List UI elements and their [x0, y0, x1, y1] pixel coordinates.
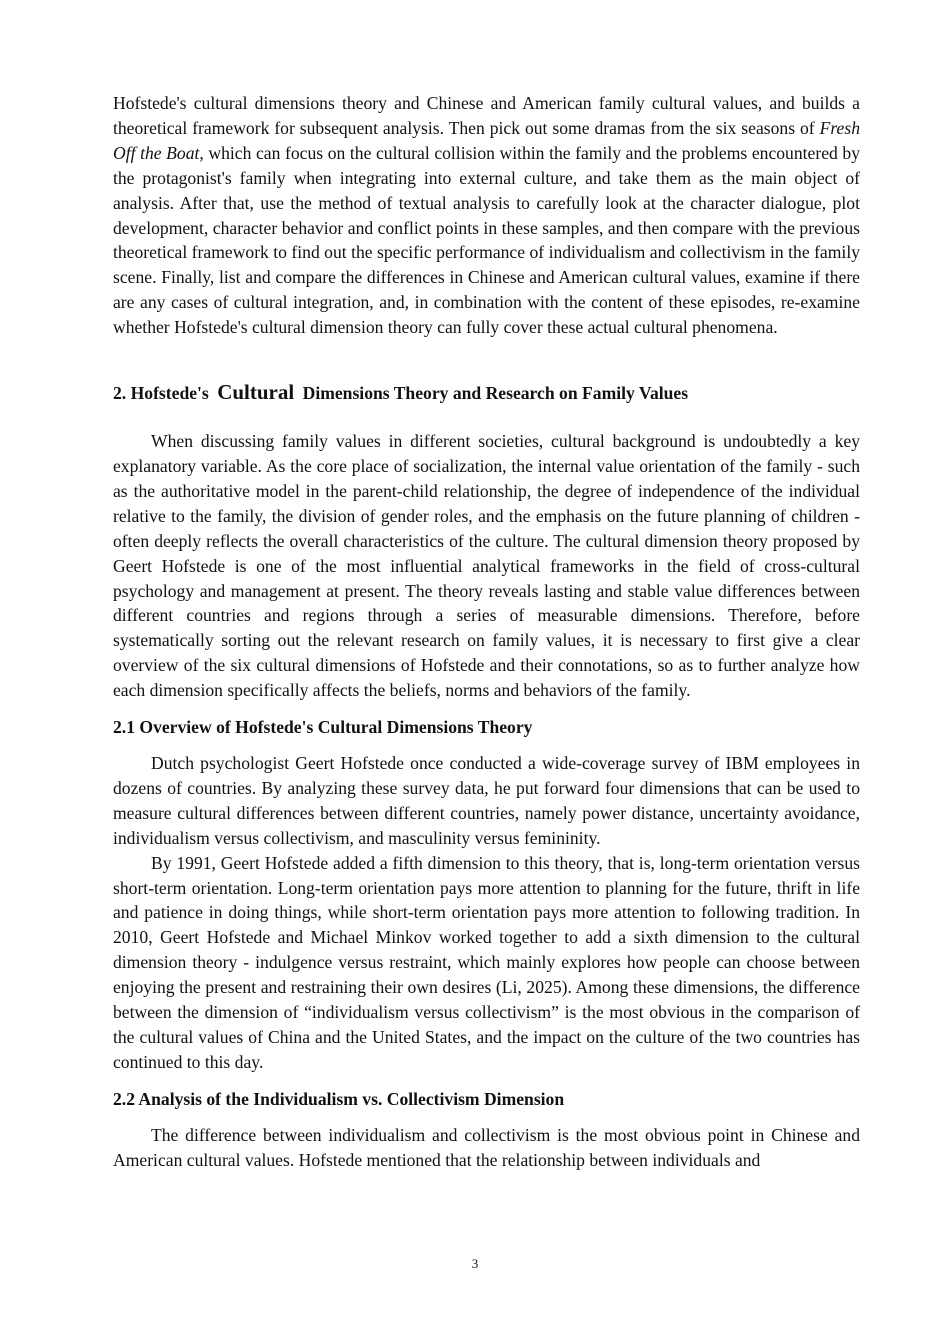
intro-text-end: , which can focus on the cultural collision within the family and the problems encountered by the protagonist's family when integrating into external culture, and take them as the main object of analysis. After that, use the method of textual analysis to carefully look at the character dialogue, plot development, character behavior and conflict points in these samples, and then compare with the previous theoretical framework to find out the specific performance of individualism and collectivism in the family scene. Finally, list and compare the differences in Chinese and American cultural values, examine if there are any cases of cultural integration, and, in combination with the content of these episodes, re-examine whether Hofstede's cultural dimension theory can fully cover these actual cultural phenomena. — [113, 142, 860, 338]
section-2-1-paragraph-1: Dutch psychologist Geert Hofstede once conducted a wide-coverage survey of IBM employees in dozens of countries. By analyzing these survey data, he put forward four dimensions that can be used to measure cultural differences between different countries, namely power distance, uncertainty avoidance, individualism versus collectivism, and masculinity versus femininity. — [113, 753, 860, 848]
page-number: 3 — [471, 1256, 479, 1271]
section-2-2-heading: 2.2 Analysis of the Individualism vs. Collectivism Dimension — [113, 1088, 565, 1109]
show-title: Fresh Off the Boat — [113, 117, 860, 163]
section-2-heading-big-word: Cultural — [217, 380, 295, 405]
page-body — [113, 91, 860, 1173]
section-2-paragraph: When discussing family values in different societies, cultural background is undoubtedly a key explanatory variable. As the core place of socialization, the internal value orientation of the family - such as the authoritative model in the parent-child relationship, the degree of independence of the individual relative to the family, the division of gender roles, and the emphasis on the future planning of children - often deeply reflects the overall characteristics of the culture. The cultural dimension theory proposed by Geert Hofstede is one of the most influential analytical frameworks in the field of cross-cultural psychology and management at present. The theory reveals lasting and stable value differences between different countries and regions through a series of measurable dimensions. Therefore, before systematically sorting out the relevant research on family values, it is necessary to first give a clear overview of the six cultural dimensions of Hofstede and their connotations, so as to further analyze how each dimension specifically affects the beliefs, norms and behaviors of the family. — [113, 431, 860, 701]
intro-paragraph — [113, 91, 860, 340]
section-2-1-heading: 2.1 Overview of Hofstede's Cultural Dimensions Theory — [113, 717, 533, 738]
section-2-heading-part-a: 2. Hofstede's — [113, 383, 209, 404]
section-2-heading — [113, 378, 860, 407]
section-2-2-paragraph: The difference between individualism and collectivism is the most obvious point in Chinese and American cultural values. Hofstede mentioned that the relationship between individuals and — [113, 1124, 860, 1170]
section-2-1-paragraph-2: By 1991, Geert Hofstede added a fifth dimension to this theory, that is, long-term orientation versus short-term orientation. Long-term orientation pays more attention to planning for the future, thrift in life and patience in doing things, while short-term orientation pays more attention to following tradition. In 2010, Geert Hofstede and Michael Minkov worked together to add a sixth dimension to the cultural dimension theory - indulgence versus restraint, which mainly explores how people can choose between enjoying the present and restraining their own desires (Li, 2025). Among these dimensions, the difference between the dimension of “individualism versus collectivism” is the most obvious in the comparison of the cultural values of China and the United States, and the impact on the culture of the two countries has continued to this day. — [113, 852, 860, 1072]
intro-text-start: Hofstede's cultural dimensions theory and Chinese and American family cultural values, and builds a theoretical framework for subsequent analysis. Then pick out some dramas from the six seasons of — [113, 93, 860, 138]
section-2-heading-part-b: Dimensions Theory and Research on Family Values — [302, 383, 689, 404]
